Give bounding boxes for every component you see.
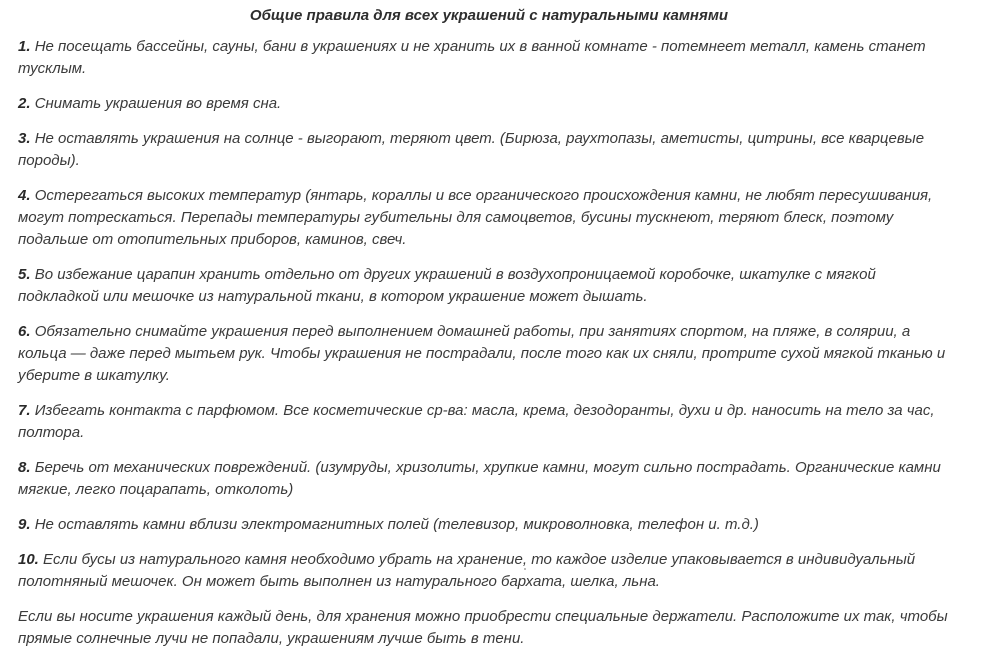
rule-number: 4. bbox=[18, 187, 31, 204]
rule-item bbox=[18, 36, 960, 80]
rule-text: Снимать украшения во время сна. bbox=[34, 95, 282, 112]
rule-item bbox=[18, 128, 960, 172]
document-title: Общие правила для всех украшений с натуральными камнями bbox=[249, 7, 729, 24]
rule-text: Во избежание царапин хранить отдельно от других украшений в воздухопроницаемой коробочке, шкатулке с мягкой подкладкой или мешочке из натуральной ткани, в котором украшение может дышать. bbox=[18, 266, 876, 305]
closing-paragraph: Если вы носите украшения каждый день, для хранения можно приобрести специальные держатели. Расположите их так, чтобы прямые солнечные лучи не попадали, украшениям лучше быть в тени. bbox=[18, 608, 948, 647]
rule-number: 8. bbox=[18, 459, 31, 476]
rule-number: 1. bbox=[18, 38, 31, 55]
rule-item bbox=[18, 321, 960, 387]
rule-text: Не посещать бассейны, сауны, бани в украшениях и не хранить их в ванной комнате - потемнеет металл, камень станет тусклым. bbox=[18, 38, 926, 77]
rule-number: 6. bbox=[18, 323, 31, 340]
rule-number: 10. bbox=[18, 551, 39, 568]
rule-item bbox=[18, 549, 960, 593]
rule-text: Обязательно снимайте украшения перед выполнением домашней работы, при занятиях спортом, на пляже, в солярии, а кольца — даже перед мытьем рук. Чтобы украшения не пострадали, после того как их сняли, протрите сухой мягкой тканью и уберите в шкатулку. bbox=[18, 323, 946, 384]
rule-number: 9. bbox=[18, 516, 31, 533]
rule-text: Избегать контакта с парфюмом. Все косметические ср-ва: масла, крема, дезодоранты, духи и др. наносить на тело за час, полтора. bbox=[18, 402, 935, 441]
rule-item bbox=[18, 93, 960, 115]
rule-text: Не оставлять украшения на солнце - выгорают, теряют цвет. (Бирюза, раухтопазы, аметисты, цитрины, все кварцевые породы). bbox=[18, 130, 925, 169]
decorative-dot bbox=[524, 568, 526, 570]
rule-text: Беречь от механических повреждений. (изумруды, хризолиты, хрупкие камни, могут сильно пострадать. Органические камни мягкие, легко поцарапать, отколоть) bbox=[18, 459, 941, 498]
rule-item bbox=[18, 264, 960, 308]
rule-text: Остерегаться высоких температур (янтарь, кораллы и все органического происхождения камни, не любят пересушивания, могут потрескаться. Перепады температуры губительны для самоцветов, бусины тускнеют, теряют блеск, поэтому подальше от отопительных приборов, каминов, свеч. bbox=[18, 187, 933, 248]
rule-number: 7. bbox=[18, 402, 31, 419]
rule-item bbox=[18, 457, 960, 501]
rule-text: Если бусы из натурального камня необходимо убрать на хранение, то каждое изделие упаковывается в индивидуальный полотняный мешочек. Он может быть выполнен из натурального бархата, шелка, льна. bbox=[18, 551, 916, 590]
rule-number: 5. bbox=[18, 266, 31, 283]
rule-item bbox=[18, 514, 960, 536]
rule-text: Не оставлять камни вблизи электромагнитных полей (телевизор, микроволновка, телефон и. т.д.) bbox=[34, 516, 759, 533]
rule-item bbox=[18, 400, 960, 444]
rule-number: 3. bbox=[18, 130, 31, 147]
rule-item bbox=[18, 185, 960, 251]
rule-number: 2. bbox=[18, 95, 31, 112]
